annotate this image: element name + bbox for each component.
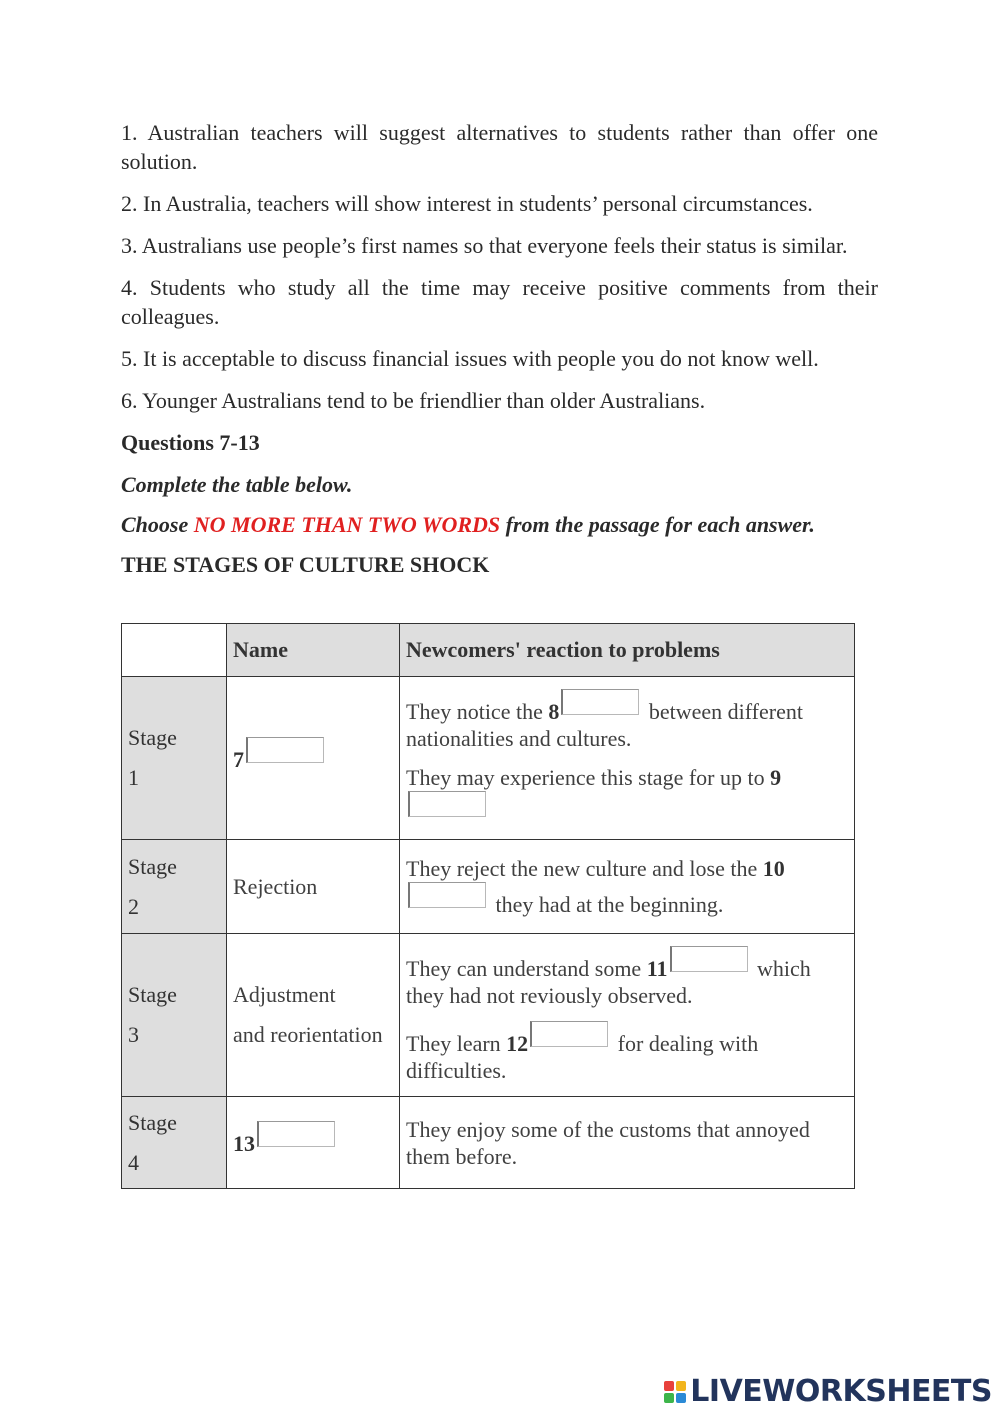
question-number: 8	[548, 699, 560, 724]
table-row	[122, 934, 855, 1097]
stage-name-line: and reorientation	[233, 1022, 383, 1047]
reaction-text: which they had not reviously observed.	[406, 956, 811, 1008]
answer-input-9[interactable]	[408, 791, 486, 817]
question-number: 11	[646, 956, 668, 981]
statement-4: 4. Students who study all the time may receive positive comments from their colleagues.	[121, 275, 878, 329]
reaction-cell	[400, 840, 855, 934]
worksheet-page	[121, 118, 878, 579]
table-title: THE STAGES OF CULTURE SHOCK	[121, 552, 490, 577]
stage-number: 4	[128, 1149, 139, 1175]
reaction-text: They enjoy some of the customs that annoyed them before.	[406, 1116, 810, 1169]
reaction-text: They notice the	[406, 699, 549, 724]
stage-label	[122, 934, 227, 1097]
stage-word: Stage	[128, 1109, 177, 1135]
questions-heading: Questions 7-13	[121, 430, 260, 455]
answer-input-8[interactable]	[561, 689, 639, 715]
table-row	[122, 840, 855, 934]
stage-label	[122, 1097, 227, 1189]
question-number: 9	[770, 765, 782, 790]
reaction-text: They may experience this stage for up to	[406, 765, 771, 790]
answer-input-7[interactable]	[246, 737, 324, 763]
liveworksheets-logo	[664, 1374, 992, 1409]
statement-1: 1. Australian teachers will suggest alternatives to students rather than offer one solution.	[121, 120, 878, 174]
stage-number: 3	[128, 1022, 139, 1047]
reaction-text: between different nationalities and cultures.	[406, 699, 803, 751]
reaction-text: They reject the new culture and lose the	[406, 856, 763, 881]
word-limit-highlight: NO MORE THAN TWO WORDS	[193, 512, 501, 537]
reaction-text: They can understand some	[406, 956, 647, 981]
stage-name-cell	[227, 934, 400, 1097]
logo-text: LIVEWORKSHEETS	[690, 1374, 992, 1409]
stage-word: Stage	[128, 853, 177, 879]
instruction-text: from the passage for each answer.	[500, 512, 815, 537]
instruction-text: Choose	[121, 512, 194, 537]
logo-mark-icon	[664, 1381, 686, 1403]
logo-square	[664, 1381, 674, 1391]
question-number: 12	[506, 1031, 529, 1056]
reaction-line	[406, 855, 848, 918]
statement-6: 6. Younger Australians tend to be friendlier than older Australians.	[121, 388, 706, 413]
stage-name-cell	[227, 677, 400, 840]
answer-input-10[interactable]	[408, 882, 486, 908]
statement-5: 5. It is acceptable to discuss financial issues with people you do not know well.	[121, 346, 819, 371]
header-name: Name	[227, 624, 400, 677]
reaction-text: They learn	[406, 1031, 507, 1056]
answer-input-11[interactable]	[670, 946, 748, 972]
reaction-cell	[400, 934, 855, 1097]
culture-shock-table	[121, 623, 855, 1189]
question-number: 10	[762, 856, 785, 881]
logo-square	[676, 1393, 686, 1403]
answer-input-13[interactable]	[257, 1121, 335, 1147]
reaction-line	[406, 689, 848, 752]
reaction-cell	[400, 1097, 855, 1189]
stage-word: Stage	[128, 982, 177, 1007]
reaction-cell	[400, 677, 855, 840]
question-number: 7	[233, 746, 244, 772]
stage-name-cell: Rejection	[227, 840, 400, 934]
reaction-line	[406, 1021, 848, 1084]
reaction-text: they had at the beginning.	[490, 892, 724, 917]
stage-name-cell	[227, 1097, 400, 1189]
statement-3: 3. Australians use people’s first names so that everyone feels their status is similar.	[121, 233, 848, 258]
header-reaction: Newcomers' reaction to problems	[400, 624, 855, 677]
stage-number: 2	[128, 893, 139, 919]
table-header-row	[122, 624, 855, 677]
stage-word: Stage	[128, 725, 177, 750]
table-row	[122, 677, 855, 840]
instruction-word-limit	[121, 510, 878, 539]
answer-input-12[interactable]	[530, 1021, 608, 1047]
reaction-line	[406, 946, 848, 1009]
question-number: 13	[233, 1131, 255, 1156]
statement-2: 2. In Australia, teachers will show interest in students’ personal circumstances.	[121, 191, 813, 216]
stage-label	[122, 840, 227, 934]
reaction-line	[406, 764, 848, 827]
logo-square	[664, 1393, 674, 1403]
stage-label	[122, 677, 227, 840]
stage-name-line: Adjustment	[233, 982, 336, 1007]
stage-number: 1	[128, 765, 139, 790]
logo-square	[676, 1381, 686, 1391]
header-empty-cell	[122, 624, 227, 677]
instruction-complete-table: Complete the table below.	[121, 472, 353, 497]
reaction-text: for dealing with difficulties.	[406, 1031, 759, 1083]
table-row	[122, 1097, 855, 1189]
